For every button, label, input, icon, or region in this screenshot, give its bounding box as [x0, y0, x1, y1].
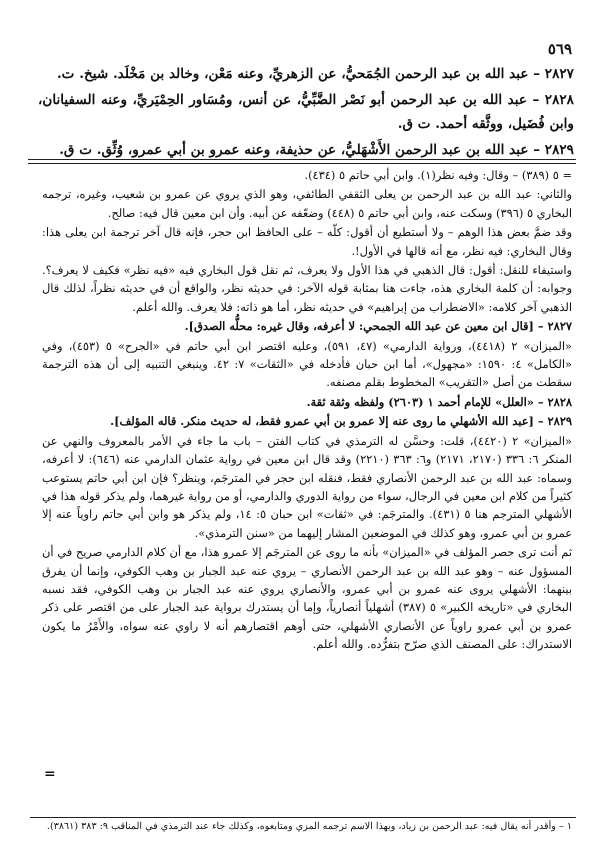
commentary-notes — [42, 166, 572, 655]
continuation-mark: = — [44, 766, 56, 782]
note-paragraph: واستيفاء للنقل: أقول: قال الذهبي في هذا الأول ولا يعرف، ثم نقل قول البخاري فيه «فيه نظر» فكيف لا يعرف؟. وجوابه: أن كلمة البخاري هذه، جاءت هنا بمثابة قوله الآخر: في حديثه نظر، والواقع أن في حديثه نظراً، لذلك قال الذهبي آخر كلامه: «الاضطراب من إبراهيم» في حديثه نظر، أما هو ذاته: فلا يعرف. والله أعلم. — [42, 263, 572, 314]
note-paragraph: «الميزان» ٢ (٤٤٢٠)، قلت: وحسَّن له الترمذي في كتاب الفتن – باب ما جاء في الأمر بالمعروف والنهي عن المنكر ٦: ٣٣٦ (٢١٧٠، ٢١٧١) و٦: ٣٦٣ (٢٢١٠) وقد قال ابن معين في رواية عثمان الدارمي عنه (٦٤٦): لا أعرفه، وسماه: عبد الله بن عبد الرحمن الأنصاري فقط، فنقله ابن حجر في المترجَم، وينظر؟ فإن ابن أبي حاتم يستوعب كثيراً من كلام ابن معين في الرجال، سواء من رواية الدوري والدارمي، أو من رواية غيرهما، ولم يذكر قوله هذا في الأشهلي المترجم هنا ٥ (٤٣١). والمترجَم: في «ثقات» ابن حبان ٥: ١٤، ولم يذكر هو وابن أبي حاتم راوياً عنه إلا عمرو بن أبي عمرو، وهو كذلك في الموضعين المشار إليهما من «سنن الترمذي». — [42, 433, 573, 540]
footnote-rule — [30, 817, 576, 818]
page-number: ٥٦٩ — [547, 40, 572, 58]
note-paragraph: «الميزان» ٢ (٤٤١٨)، ورواية الدارمي» (٤٧، ٥٩١)، وعليه اقتصر ابن أبي حاتم في «الجرح» ٥ (٤٥٣)، وفي «الكامل» ٤: ١٥٩٠: «مجهول»، أما ابن حبان فأدخله في «الثقات» ٧: ٤٢. وينبغي التنبيه إلى أن هذه الترجمة سقطت من أصل «التقريب» المخطوط بقلم مصنفه. — [42, 338, 572, 390]
note-paragraph: وقد ضمَّ بعض هذا الوهم – ولا أستطيع أن أقول: كلّه – على الحافظ ابن حجر، فإنه قال آخر ترجمة ابن يعلى هذا: وقال البخاري: فيه نظر، مع أنه قالها في الأول!. — [42, 225, 572, 258]
footnote: ١ – وأقدر أنه يقال فيه: عبد الرحمن بن زياد، وبهذا الاسم ترجمه المزي ومتابعوه، وكذلك جاء عند الترمذي في المناقب ٩: ٣٨٣ (٣٨٦١). — [46, 821, 572, 832]
main-entry-2829: ٢٨٢٩ – عبد الله بن عبد الرحمن الأَشْهَليُّ، عن حذيفة، وعنه عمرو بن أبي عمرو، وُثِّق. ت ق. — [59, 142, 574, 158]
note-paragraph: ثم أنت ترى حصر المؤلف في «الميزان» بأنه ما روى عن المترجَم إلا عمرو هذا، مع أن كلام الدارمي صريح في أن المسؤول عنه – وهو عبد الله بن عبد الرحمن الأنصاري – يروي عنه عبد الجبار بن وهب الكوفي، وإنما أن يفرق بينهما: الأشهلي يروى عنه عمرو بن أبي عمرو، والأنصاري يروي عنه عبد الجبار بن وهب الكوفي، فقد نسبه البخاري في «تاريخه الكبير» ٥ (٣٨٧) أشهلياً أنصارياً، وإما أن يستدرك برواية عبد الجبار على من اقتصر على ذكر عمرو بن أبي عمرو راوياً عن الأنصاري الأشهلي، حتى أوهم اقتصارهم أنه لا راوي عنه سواه، والأَمْرُ ما يكون الاستدراك: على المصنف الذي صرّح بتفرُّده. والله أعلم. — [42, 545, 572, 652]
note-paragraph: والثاني: عبد الله بن عبد الرحمن بن يعلى الثقفي الطائفي، وهو الذي يروي عن عمرو بن شعيب، وغيره، ترجمه البخاري ٥ (٣٩٦) وسكت عنه، وابن أبي حاتم ٥ (٤٤٨) وضعّفه عن أبيه. وأن ابن معين قال فيه: صالح. — [42, 187, 572, 220]
section-divider — [28, 159, 576, 160]
section-divider-second — [28, 163, 576, 164]
note-paragraph: = ٥ (٣٨٩) – وقال: وفيه نظر(١). وابن أبي حاتم ٥ (٤٣٤). — [304, 168, 572, 182]
note-heading-2827: ٢٨٢٧ – [قال ابن معين عن عبد الله الجمحي: لا أعرفه، وقال غيره: محلُّه الصدق]. — [184, 319, 572, 334]
main-entry-2828: ٢٨٢٨ – عبد الله بن عبد الرحمن أبو نَصْر الضَّبِّيُّ، عن أنس، ومُسَاور الحِمْيَريِّ، وعنه السفيانان، وابن فُضَيل، ووثَّقه أحمد. ت ق. — [38, 92, 574, 132]
main-entry-2827: ٢٨٢٧ – عبد الله بن عبد الرحمن الجُمَحيُّ، عن الزهريِّ، وعنه مَعْن، وخالد بن مَخْلَد. شيخ. ت. — [56, 66, 574, 82]
note-heading-2829: ٢٨٢٩ – [عبد الله الأشهلي ما روى عنه إلا عمرو بن أبي عمرو فقط، له حديث منكر. قاله المؤلف]. — [110, 414, 572, 429]
main-entries — [38, 62, 574, 164]
note-heading-2828: ٢٨٢٨ – «العلل» للإمام أحمد ١ (٢٦٠٣) ولفظه وثقة ثقة. — [306, 394, 572, 409]
